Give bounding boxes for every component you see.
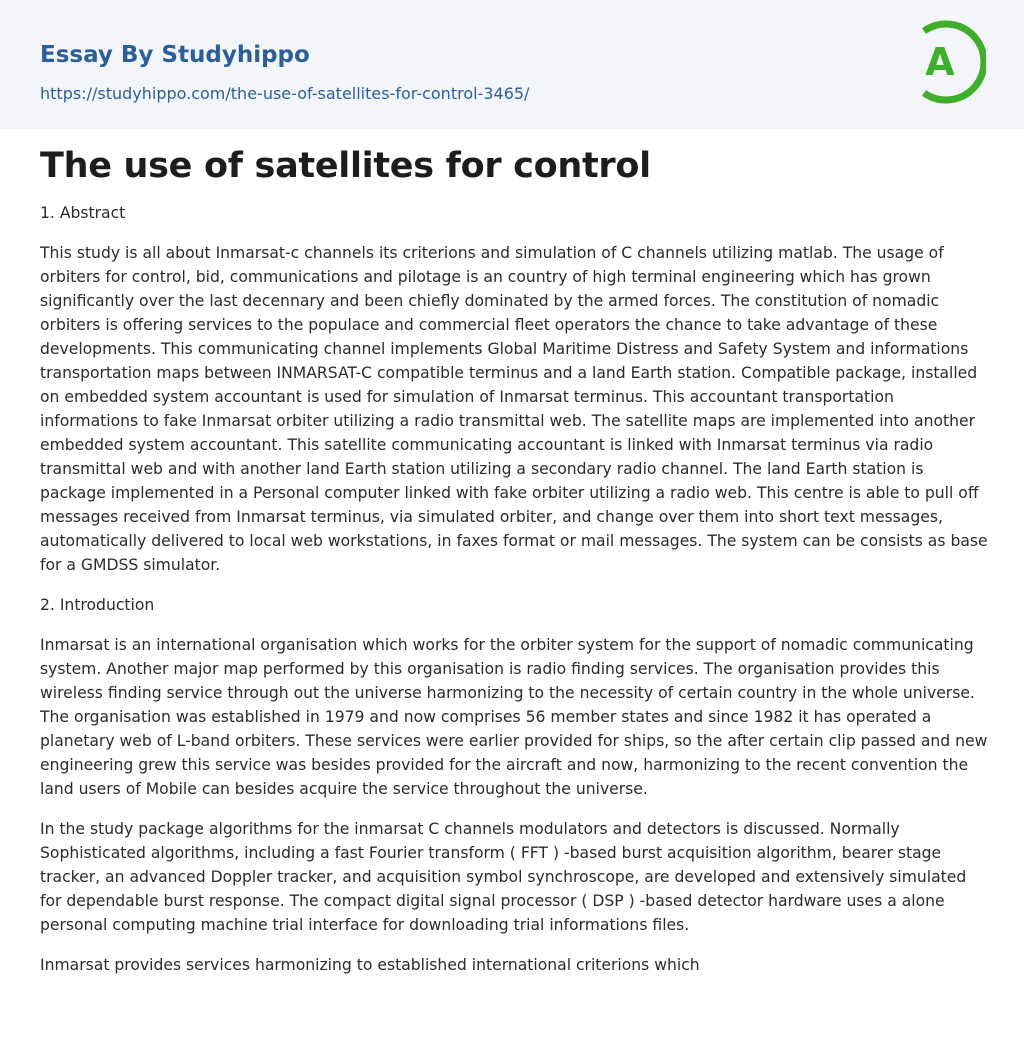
logo-letter: A xyxy=(925,40,955,84)
paragraph-introduction-3: Inmarsat provides services harmonizing to established international criterions which xyxy=(40,956,700,974)
section-heading-introduction: 2. Introduction xyxy=(40,596,155,614)
paragraph-abstract: This study is all about Inmarsat-c channels its criterions and simulation of C channels utilizing matlab. The usage of orbiters for control, bid, communications and pilotage is an country of high terminal engineering which has grown significantly over the last decennary and been chiefly dominated by the armed forces. The constitution of nomadic orbiters is offering services to the populace and commercial fleet operators the chance to take advantage of these developments. This communicating channel implements Global Maritime Distress and Safety System and informations transportation maps between INMARSAT-C compatible terminus and a land Earth station. Compatible package, installed on embedded system accountant is used for simulation of Inmarsat terminus. This accountant transportation informations to fake Inmarsat orbiter utilizing a radio transmittal web. The satellite maps are implemented into another embedded system accountant. This satellite communicating accountant is linked with Inmarsat terminus via radio transmittal web and with another land Earth station utilizing a secondary radio channel. The land Earth station is package implemented in a Personal computer linked with fake orbiter utilizing a radio web. This centre is able to pull off messages received from Inmarsat terminus, via simulated orbiter, and change over them into short text messages, automatically delivered to local web workstations, in faxes format or mail messages. The system can be consists as base for a GMDSS simulator. xyxy=(40,244,988,574)
brand-name[interactable]: Essay By Studyhippo xyxy=(40,42,310,68)
page-title: The use of satellites for control xyxy=(40,146,651,186)
paragraph-introduction-1: Inmarsat is an international organisation which works for the orbiter system for the support of nomadic communicating system. Another major map performed by this organisation is radio finding services. The organisation provides this wireless finding service through out the universe harmonizing to the necessity of certain country in the whole universe. The organisation was established in 1979 and now comprises 56 member states and since 1982 it has operated a planetary web of L-band orbiters. These services were earlier provided for ships, so the after certain clip passed and new engineering grew this service was besides provided for the aircraft and now, harmonizing to the recent convention the land users of Mobile can besides acquire the service throughout the universe. xyxy=(40,636,988,798)
paragraph-introduction-2: In the study package algorithms for the inmarsat C channels modulators and detectors is discussed. Normally Sophisticated algorithms, including a fast Fourier transform ( FFT ) -based burst acquisition algorithm, bearer stage tracker, an advanced Doppler tracker, and acquisition symbol synchroscope, are developed and extensively simulated for dependable burst response. The compact digital signal processor ( DSP ) -based detector hardware uses a alone personal computing machine trial interface for downloading trial informations files. xyxy=(40,820,967,934)
article-body xyxy=(40,201,988,993)
studyhippo-logo-icon[interactable] xyxy=(912,19,986,105)
source-url-link[interactable]: https://studyhippo.com/the-use-of-satellites-for-control-3465/ xyxy=(40,84,530,103)
section-heading-abstract: 1. Abstract xyxy=(40,204,126,222)
site-header xyxy=(0,0,1024,129)
